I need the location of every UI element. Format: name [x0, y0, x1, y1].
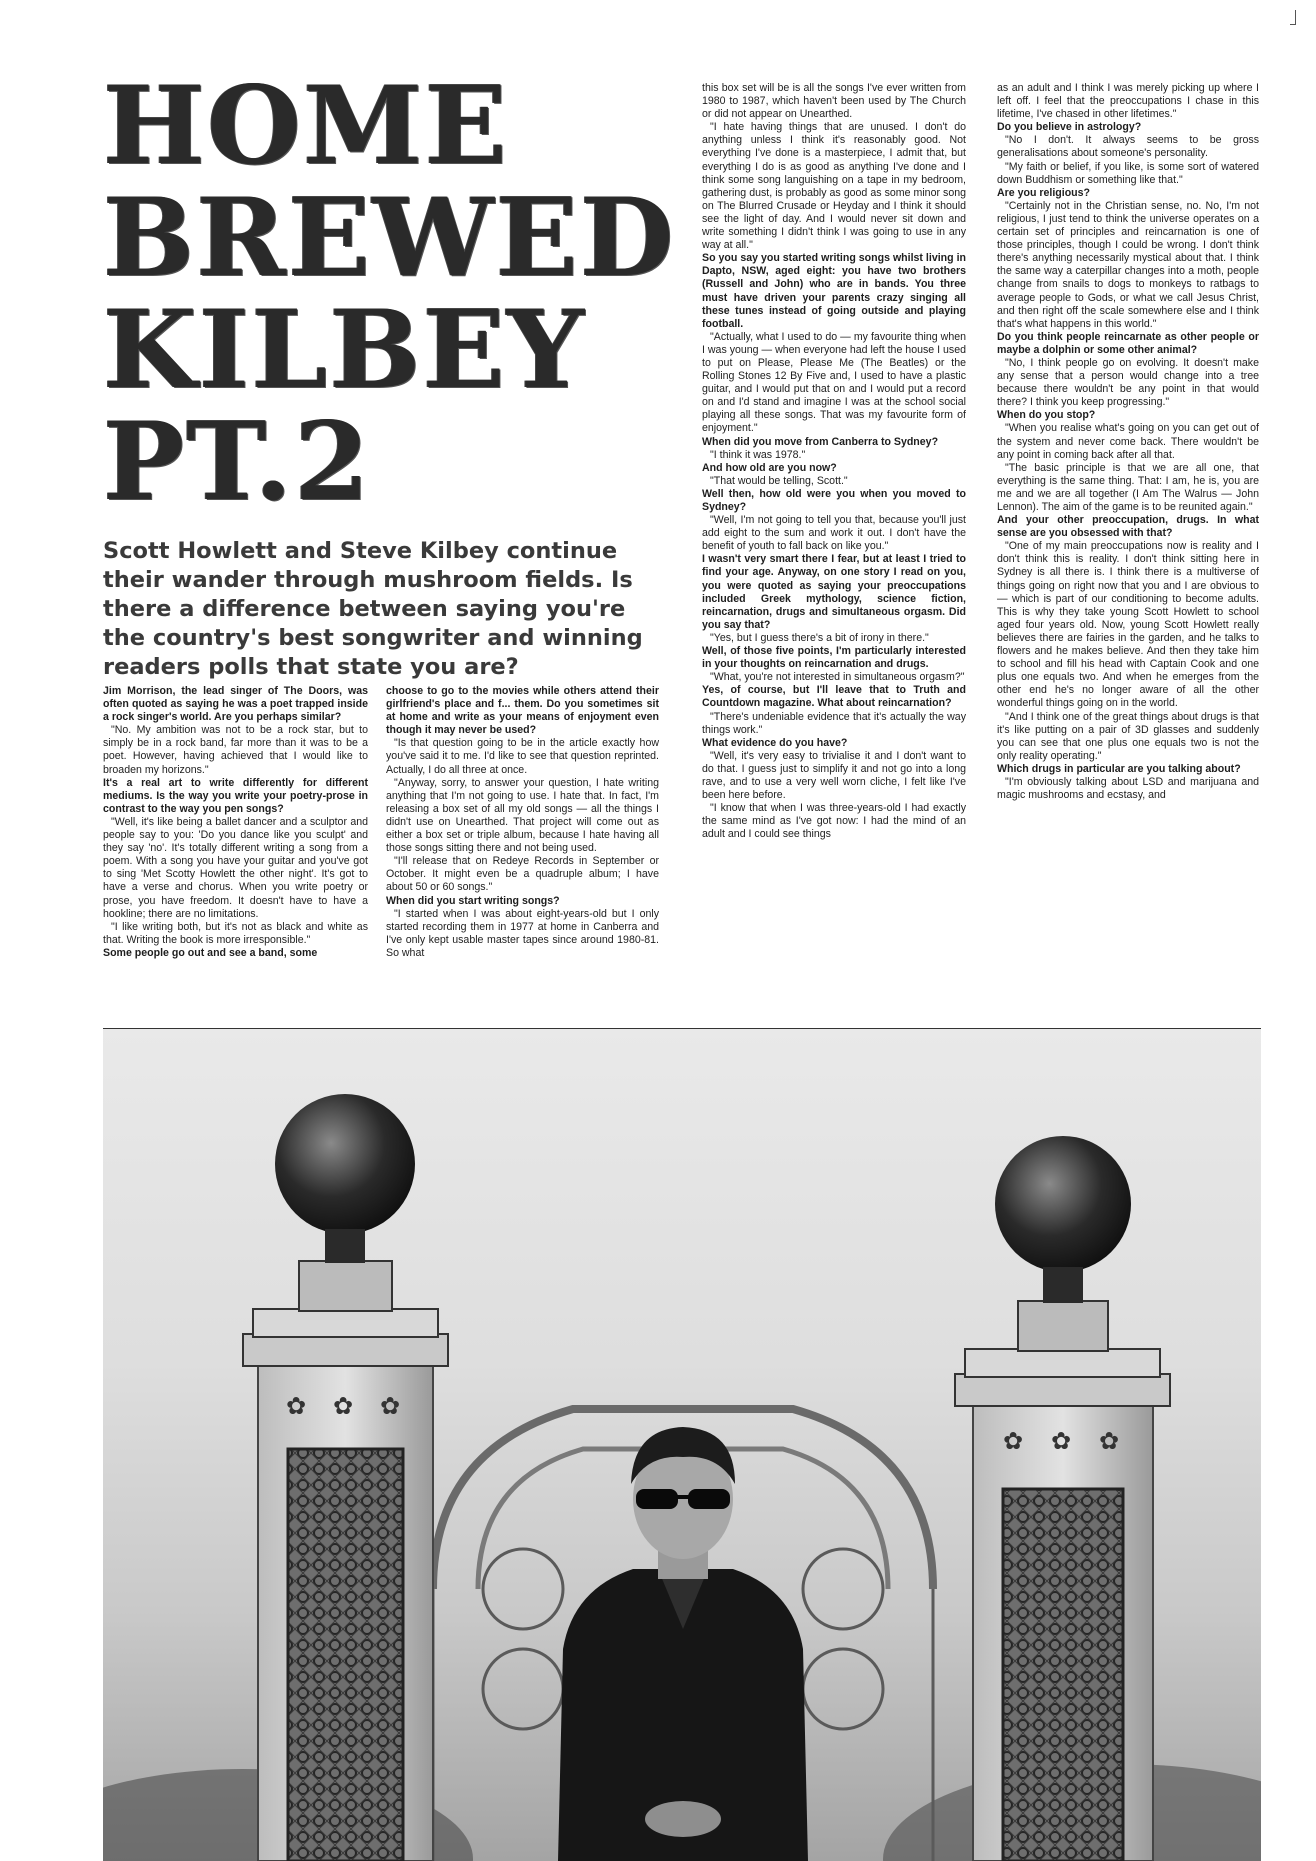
crop-mark	[1290, 10, 1302, 28]
interview-answer: "Anyway, sorry, to answer your question, I hate writing anything that I'm not going to use. I hate that. In fact, I'm releasing a box set of all my old songs — all the things I didn't use on Unearthed. That project will come out as either a box set or triple album, because I hate having all those songs sitting there and not being used.	[386, 776, 659, 855]
svg-text:✿: ✿	[1099, 1427, 1120, 1455]
interview-question: choose to go to the movies while others attend their girlfriend's place and f... them. Do you sometimes sit at home and write as your means of enjoyment even though it may never be used?	[386, 685, 659, 737]
interview-answer: this box set will be is all the songs I've ever written from 1980 to 1987, which haven't been used by The Church or did not appear on Unearthed.	[702, 82, 966, 121]
interview-answer: "I know that when I was three-years-old I had exactly the same mind as I've got now: I had the mind of an adult and I could see things	[702, 802, 966, 841]
interview-question: Jim Morrison, the lead singer of The Doors, was often quoted as saying he was a poet trapped inside a rock singer's world. Are you perhaps similar?	[103, 685, 368, 724]
interview-answer: "Yes, but I guess there's a bit of irony in there."	[710, 631, 929, 644]
interview-question: Some people go out and see a band, some	[103, 946, 318, 959]
interview-answer: "Well, it's like being a ballet dancer and a sculptor and people say to you: 'Do you dance like you sculpt' and they say 'no'. It's totally different writing a song from a poem. With a song you have your guitar and you've got to sing 'Met Scotty Howlett the other night'. It's got to have a verse and chorus. When you write poetry or prose, you have freedom. It doesn't have to have a hookline; there are no limitations.	[103, 815, 368, 920]
interview-answer: "What, you're not interested in simultaneous orgasm?"	[710, 671, 965, 684]
svg-text:✿: ✿	[1003, 1427, 1024, 1455]
headline-line: HOME	[103, 63, 509, 189]
interview-answer: "Certainly not in the Christian sense, no. No, I'm not religious, I just tend to think the universe operates on a certain set of principles and reincarnation is one of those principles, though I could be wrong. I don't think there's anything necessarily mystical about that. I think the same way a caterpillar changes into a moth, people change from snails to dogs to monkeys to ratbags to average people to Gods, or what we call Jesus Christ, and then right off the scale somewhere else and I think that's what happens in this world."	[997, 199, 1259, 330]
headline-line: PT.2	[103, 399, 372, 525]
interview-answer: "Well, it's very easy to trivialise it and I don't want to do that. I guess just to simplify it and not go into a long rave, and to use a very well worn cliche, I felt like I've been here before.	[702, 749, 966, 802]
interview-answer: "Is that question going to be in the article exactly how you've said it to me. I'd like to see that question reprinted. Actually, I do all three at once.	[386, 737, 659, 776]
interview-question: Do you believe in astrology?	[997, 121, 1142, 134]
interview-question: When did you move from Canberra to Sydney?	[702, 435, 939, 448]
interview-answer: "I'm obviously talking about LSD and marijuana and magic mushrooms and ecstasy, and	[997, 775, 1259, 802]
right-pillar	[955, 1136, 1170, 1861]
svg-text:✿: ✿	[380, 1392, 401, 1420]
interview-answer: "No. My ambition was not to be a rock star, but to simply be in a rock band, far more than it was to be a poet. However, having achieved that I would like to broaden my horizons."	[103, 724, 368, 776]
photo-man-between-gate-pillars	[103, 1028, 1261, 1861]
svg-text:✿: ✿	[1051, 1427, 1072, 1455]
interview-question: Are you religious?	[997, 186, 1091, 199]
interview-question: When do you stop?	[997, 409, 1096, 422]
interview-question: Do you think people reincarnate as other people or maybe a dolphin or some other animal?	[997, 330, 1259, 356]
interview-answer: "I'll release that on Redeye Records in September or October. It might even be a quadruple album; I have about 50 or 60 songs."	[386, 855, 659, 894]
text-column-1	[103, 685, 368, 960]
interview-question: When did you start writing songs?	[386, 894, 560, 907]
interview-question: I wasn't very smart there I fear, but at least I tried to find your age. Anyway, on one story I read on you, you were quoted as saying your preoccupations included Greek mythology, science fiction, reincarnation, drugs and simultaneous orgasm. Did you say that?	[702, 553, 966, 631]
interview-answer: as an adult and I think I was merely picking up where I left off. I feel that the preoccupations I chase in this lifetime, I've chased in other lifetimes."	[997, 82, 1259, 121]
interview-answer: "I think it was 1978."	[710, 448, 806, 461]
interview-answer: "No I don't. It always seems to be gross generalisations about someone's personality.	[997, 134, 1259, 160]
interview-answer: "I started when I was about eight-years-old but I only started recording them in 1977 at home in Canberra and I've only kept usable master tapes since around 1980-81. So what	[386, 907, 659, 959]
interview-question: Which drugs in particular are you talking about?	[997, 762, 1241, 775]
interview-answer: "One of my main preoccupations now is reality and I don't think this is reality. I don't think sitting here in Sydney is all there is. I think there is a multiverse of things going on right now that you and I are obvious to — which is part of our conditioning to become adults. This is why they take young Scott Howlett to school aged four years old. Now, young Scott Howlett really believes there are fairies in the garden, and he talks to flowers and he makes believe. And then they take him to school and fill his head with Captain Cook and one plus one equals two. And when he emerges from the other end he's no longer aware of all the other wonderful things going on in the world.	[997, 540, 1259, 710]
headline-line: BREWED	[103, 175, 676, 301]
left-pillar	[243, 1094, 448, 1861]
interview-answer: "Well, I'm not going to tell you that, because you'll just add eight to the sum and work it out. I don't have the benefit of youth to fall back on like you."	[702, 514, 966, 553]
man-in-dark-coat	[558, 1427, 808, 1861]
interview-question: And how old are you now?	[702, 461, 837, 474]
interview-question: Well, of those five points, I'm particularly interested in your thoughts on reincarnation and drugs.	[702, 645, 966, 671]
photo-illustration	[103, 1029, 1261, 1861]
interview-question: And your other preoccupation, drugs. In what sense are you obsessed with that?	[997, 514, 1259, 540]
interview-answer: "There's undeniable evidence that it's actually the way things work."	[702, 710, 966, 736]
interview-answer: "No, I think people go on evolving. It doesn't make any sense that a person would change into a tree because there wouldn't be any point in that would there? I think you keep progressing."	[997, 356, 1259, 409]
interview-question: Yes, of course, but I'll leave that to Truth and Countdown magazine. What about reincarnation?	[702, 684, 966, 710]
headline	[103, 63, 676, 525]
text-column-4	[997, 82, 1259, 802]
interview-answer: "My faith or belief, if you like, is some sort of watered down Buddhism or something like that."	[997, 160, 1259, 186]
text-column-2	[386, 685, 659, 960]
standfirst: Scott Howlett and Steve Kilbey continue their wander through mushroom fields. Is there a difference between saying you're the country's best songwriter and winning readers polls that state you are?	[103, 538, 643, 680]
interview-question: So you say you started writing songs whilst living in Dapto, NSW, aged eight: you have two brothers (Russell and John) who are in bands. You three must have driven your parents crazy singing all these tunes instead of going outside and playing football.	[702, 252, 966, 330]
headline-line: KILBEY	[103, 287, 587, 413]
svg-text:✿: ✿	[286, 1392, 307, 1420]
interview-question: What evidence do you have?	[702, 736, 848, 749]
interview-answer: "And I think one of the great things about drugs is that it's like putting on a pair of 3D glasses and suddenly you can see that one plus one equals two is not the only reality operating."	[997, 710, 1259, 762]
interview-answer: "That would be telling, Scott."	[710, 474, 848, 487]
interview-answer: "Actually, what I used to do — my favourite thing when I was young — when everyone had left the house I used to put on Please, Please Me (The Beatles) or the Rolling Stones 12 By Five and, I used to have a plastic guitar, and I would put that on and I would put a record on and I'd stand and imagine I was at the school social playing all these songs. That was my favourite form of enjoyment."	[702, 330, 966, 435]
interview-question: Well then, how old were you when you moved to Sydney?	[702, 487, 966, 513]
interview-question: It's a real art to write differently for different mediums. Is the way you write your poetry-prose in contrast to the way you pen songs?	[103, 776, 368, 815]
interview-answer: "When you realise what's going on you can get out of the system and never come back. There wouldn't be any point in coming back after all that.	[997, 422, 1259, 461]
interview-answer: "I hate having things that are unused. I don't do anything unless I think it's reasonably good. Not everything I've done is a masterpiece, I admit that, but everything I do is as good as anything I've done and I think some song languishing on a tape in my bedroom, gathering dust, is probably as good as some minor song on The Blurred Crusade or Heyday and I think it should see the light of day. And I would never sit down and write something I didn't think I was going to use in any way at all."	[702, 121, 966, 252]
interview-answer: "The basic principle is that we are all one, that everything is the same thing. That: I am, he is, you are me and we are all together (I Am The Walrus — John Lennon). The aim of the game is to be reunited again."	[997, 461, 1259, 513]
interview-answer: "I like writing both, but it's not as black and white as that. Writing the book is more irresponsible."	[103, 920, 368, 946]
svg-text:✿: ✿	[333, 1392, 354, 1420]
text-column-3	[702, 82, 966, 841]
